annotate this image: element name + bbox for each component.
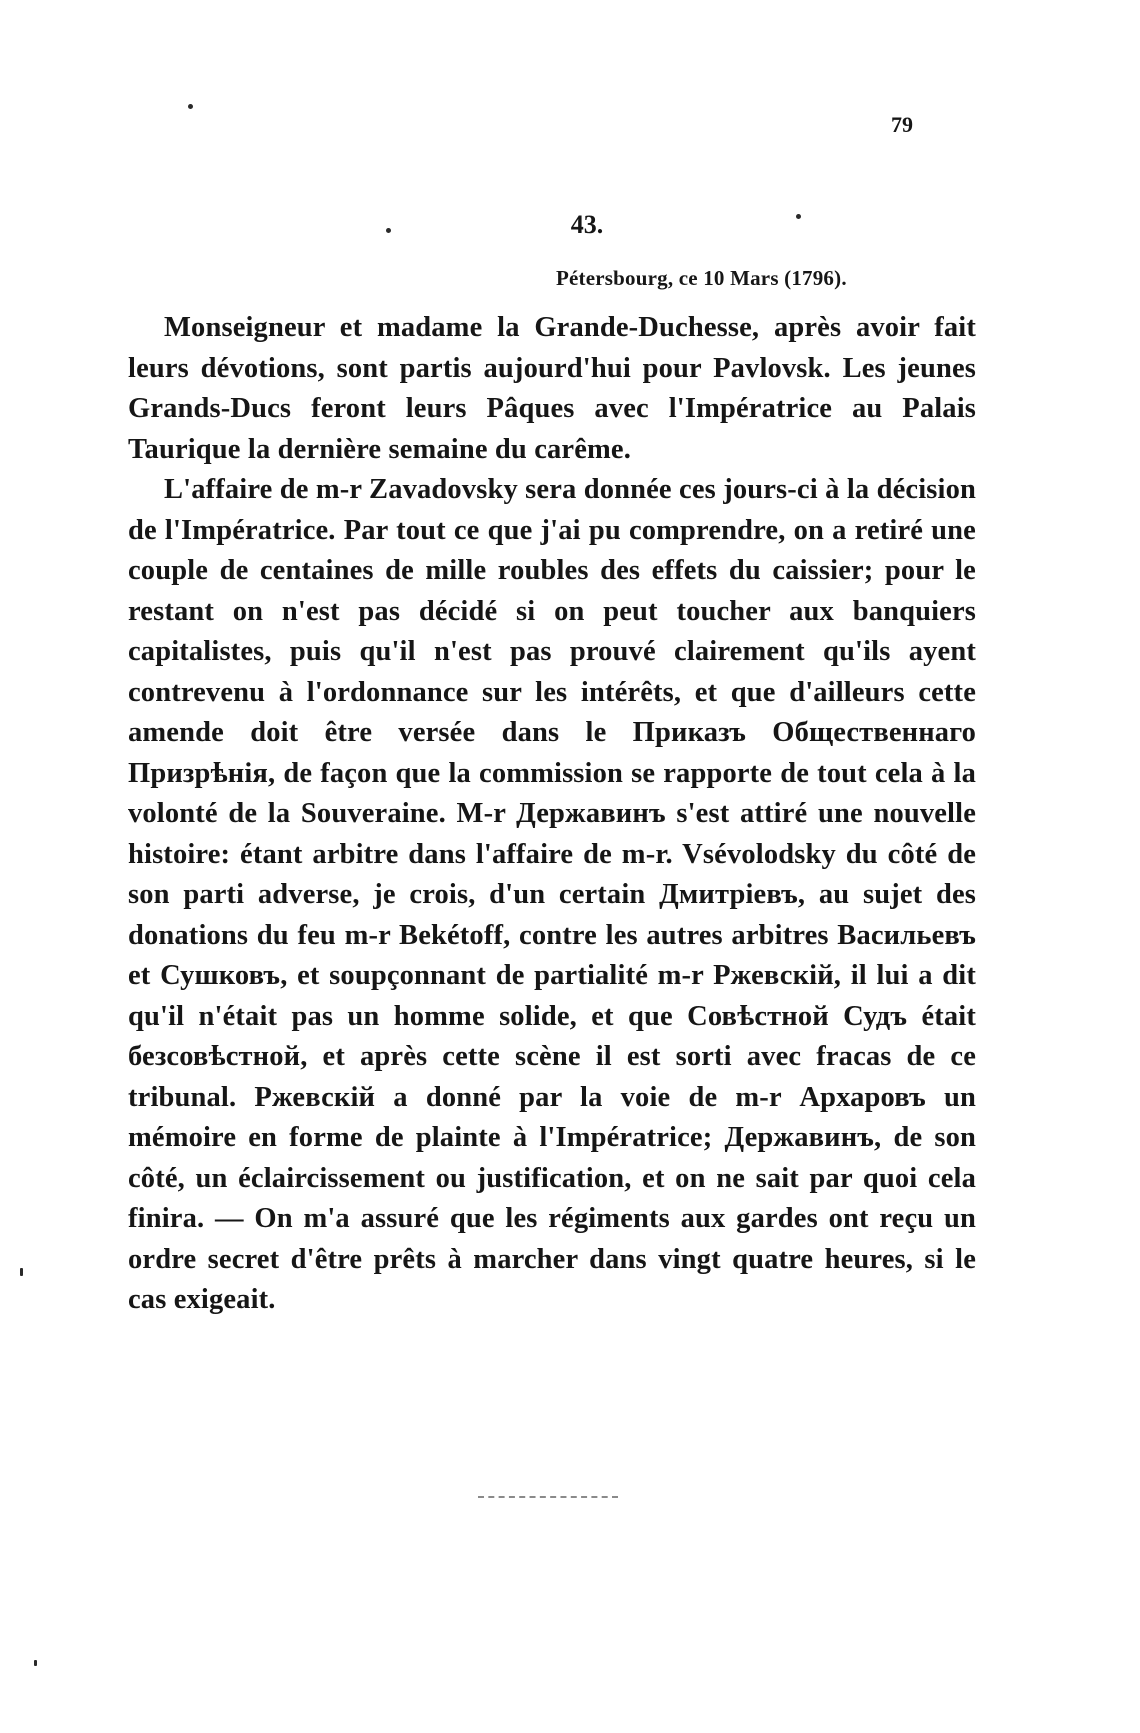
page-number: 79	[891, 112, 913, 137]
dateline: Pétersbourg, ce 10 Mars (1796).	[556, 266, 847, 290]
paragraph-2: L'affaire de m-r Zavadovsky sera donnée ces jours-ci à la décision de l'Impératrice. Par tout ce que j'ai pu comprendre, on a retiré une couple de centaines de mille roubles des effets du caissier; pour le restant on n'est pas décidé si on peut toucher aux banquiers capitalistes, puis qu'il n'est pas prouvé clairement qu'ils ayent contrevenu à l'ordonnance sur les intérêts, et que d'ailleurs cette amende doit être versée dans le Приказъ Общественнаго Призрѣнія, de façon que la commission se rapporte de tout cela à la volonté de la Souveraine. M-r Державинъ s'est attiré une nouvelle histoire: étant arbitre dans l'affaire de m-r. Vsévolodsky du côté de son parti adverse, je crois, d'un certain Дмитріевъ, au sujet des donations du feu m-r Bekétoff, contre les autres arbitres Васильевъ et Сушковъ, et soupçonnant de partialité m-r Ржевскій, il lui a dit qu'il n'était pas un homme solide, et que Совѣстной Судъ était безсовѣстной, et après cette scène il est sorti avec fracas de ce tribunal. Ржевскій a donné par la voie de m-r Архаровъ un mémoire en forme de plainte à l'Impératrice; Державинъ, de son côté, un éclaircissement ou justification, et on ne sait par quoi cela finira. — On m'a assuré que les régiments aux gardes ont reçu un ordre secret d'être prêts à marcher dans vingt quatre heures, si le cas exigeait.	[128, 474, 976, 1315]
ink-speck	[20, 1268, 23, 1276]
ink-speck	[386, 228, 391, 233]
ink-speck	[188, 104, 193, 109]
paragraph-1: Monseigneur et madame la Grande-Duchesse, après avoir fait leurs dévotions, sont partis aujourd'hui pour Pavlovsk. Les jeunes Grands-Ducs feront leurs Pâques avec l'Impératrice au Palais Taurique la dernière semaine du carême.	[128, 312, 976, 465]
letter-number: 43.	[570, 210, 604, 239]
ink-speck	[34, 1660, 37, 1666]
closing-rule	[478, 1496, 618, 1498]
ink-speck	[796, 214, 801, 219]
letter-body	[128, 308, 976, 1321]
